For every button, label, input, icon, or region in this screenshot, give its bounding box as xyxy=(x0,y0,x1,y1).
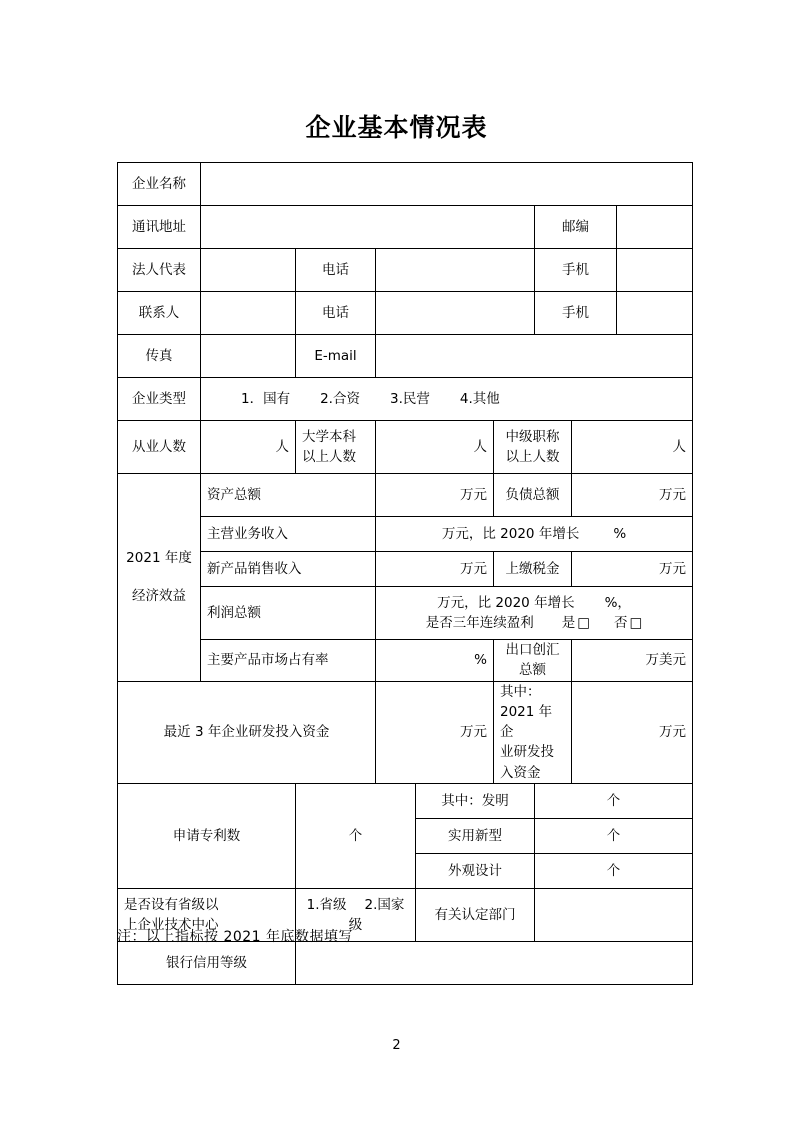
main-revenue-value[interactable] xyxy=(376,517,693,552)
profit-yes-label: 是 xyxy=(561,615,576,631)
bachelor-count-unit[interactable]: 人 xyxy=(376,421,494,474)
bank-credit-rating-value[interactable] xyxy=(296,941,693,984)
contact-phone-label: 电话 xyxy=(296,292,376,335)
legal-rep-label: 法人代表 xyxy=(118,249,201,292)
company-type-option-4[interactable]: 4.其他 xyxy=(459,390,500,407)
legal-rep-value[interactable] xyxy=(201,249,296,292)
company-type-option-2[interactable]: 2.合资 xyxy=(320,390,360,407)
fax-value[interactable] xyxy=(201,335,296,378)
bachelor-count-label-line2: 以上人数 xyxy=(302,449,356,465)
profit-growth-text: 万元，比 2020 年增长 xyxy=(437,594,575,611)
table-row xyxy=(118,552,693,587)
address-value[interactable] xyxy=(201,206,535,249)
table-row xyxy=(118,163,693,206)
table-row xyxy=(118,206,693,249)
table-row xyxy=(118,292,693,335)
rd-three-year-label: 最近 3 年企业研发投入资金 xyxy=(118,681,376,783)
table-row xyxy=(118,517,693,552)
page-number: 2 xyxy=(392,1038,401,1053)
patent-design-unit[interactable]: 个 xyxy=(535,853,693,888)
profit-value[interactable] xyxy=(376,587,693,640)
tech-center-option-2[interactable]: 2.国家级 xyxy=(348,896,405,933)
bachelor-count-label-line1: 大学本科 xyxy=(302,428,356,445)
legal-rep-mobile-value[interactable] xyxy=(617,249,693,292)
rd-three-year-unit[interactable]: 万元 xyxy=(376,681,494,783)
patent-application-label: 申请专利数 xyxy=(118,783,296,888)
employees-unit[interactable]: 人 xyxy=(201,421,296,474)
company-name-value[interactable] xyxy=(201,163,693,206)
patent-invention-unit[interactable]: 个 xyxy=(535,783,693,818)
total-liabilities-unit[interactable]: 万元 xyxy=(572,474,693,517)
certification-dept-value[interactable] xyxy=(535,888,693,941)
profit-three-year-line xyxy=(382,613,686,633)
company-type-label: 企业类型 xyxy=(118,378,201,421)
address-label: 通讯地址 xyxy=(118,206,201,249)
new-product-revenue-label: 新产品销售收入 xyxy=(201,552,376,587)
employees-label: 从业人数 xyxy=(118,421,201,474)
export-earnings-label: 出口创汇总额 xyxy=(494,640,572,682)
contact-phone-value[interactable] xyxy=(376,292,535,335)
total-liabilities-label: 负债总额 xyxy=(494,474,572,517)
economic-benefit-label xyxy=(118,474,201,682)
mid-title-count-unit[interactable]: 人 xyxy=(572,421,693,474)
company-name-label: 企业名称 xyxy=(118,163,201,206)
profit-three-year-question: 是否三年连续盈利 xyxy=(425,615,534,631)
form-note: 注：以上指标按 2021 年底数据填写 xyxy=(117,929,354,945)
profit-yes-checkbox[interactable]: □ xyxy=(577,615,591,631)
new-product-revenue-unit[interactable]: 万元 xyxy=(376,552,494,587)
email-label: E-mail xyxy=(296,335,376,378)
tax-paid-unit[interactable]: 万元 xyxy=(572,552,693,587)
company-type-options[interactable] xyxy=(201,378,693,421)
profit-label: 利润总额 xyxy=(201,587,376,640)
legal-rep-phone-value[interactable] xyxy=(376,249,535,292)
table-row xyxy=(118,474,693,517)
rd-2021-unit[interactable]: 万元 xyxy=(572,681,693,783)
table-row xyxy=(118,378,693,421)
fax-label: 传真 xyxy=(118,335,201,378)
main-revenue-growth-text: 万元，比 2020 年增长 xyxy=(441,525,580,542)
tech-center-label-line1: 是否设有省级以 xyxy=(124,896,219,913)
economic-benefit-label-line1: 2021 年度 xyxy=(126,550,192,566)
export-earnings-unit[interactable]: 万美元 xyxy=(572,640,693,682)
total-assets-label: 资产总额 xyxy=(201,474,376,517)
main-revenue-growth-unit: % xyxy=(613,525,627,542)
bachelor-count-label xyxy=(296,421,376,474)
total-assets-unit[interactable]: 万元 xyxy=(376,474,494,517)
table-row xyxy=(118,783,693,818)
tech-center-label-line2: 上企业技术中心 xyxy=(124,916,219,933)
patent-utility-label: 实用新型 xyxy=(416,818,535,853)
profit-no-label: 否 xyxy=(614,615,628,631)
economic-benefit-label-line2: 经济效益 xyxy=(132,588,186,605)
table-row xyxy=(118,681,693,783)
table-row xyxy=(118,941,693,984)
page-title: 企业基本情况表 xyxy=(305,113,488,142)
mid-title-count-label: 中级职称以上人数 xyxy=(494,421,572,474)
market-share-label: 主要产品市场占有率 xyxy=(201,640,376,682)
company-type-option-1[interactable]: 1．国有 xyxy=(241,390,291,407)
rd-2021-label xyxy=(494,681,572,783)
rd-2021-label-line1: 其中：2021 年企 xyxy=(500,683,553,740)
legal-rep-mobile-label: 手机 xyxy=(535,249,617,292)
profit-growth-line xyxy=(382,593,686,613)
main-revenue-label: 主营业务收入 xyxy=(201,517,376,552)
patent-design-label: 外观设计 xyxy=(416,853,535,888)
patent-application-unit[interactable]: 个 xyxy=(296,783,416,888)
bank-credit-rating-label: 银行信用等级 xyxy=(118,941,296,984)
patent-invention-label: 其中：发明 xyxy=(416,783,535,818)
profit-growth-unit: %， xyxy=(604,594,631,611)
email-value[interactable] xyxy=(376,335,693,378)
table-row xyxy=(118,640,693,682)
contact-label: 联系人 xyxy=(118,292,201,335)
contact-mobile-label: 手机 xyxy=(535,292,617,335)
market-share-unit[interactable]: % xyxy=(376,640,494,682)
rd-2021-label-line2: 业研发投入资金 xyxy=(500,744,554,781)
profit-no-checkbox[interactable]: □ xyxy=(629,615,643,631)
tech-center-option-1[interactable]: 1.省级 xyxy=(306,896,347,913)
enterprise-info-table xyxy=(117,162,693,985)
legal-rep-phone-label: 电话 xyxy=(296,249,376,292)
table-row xyxy=(118,249,693,292)
certification-dept-label: 有关认定部门 xyxy=(416,888,535,941)
contact-mobile-value[interactable] xyxy=(617,292,693,335)
postcode-value[interactable] xyxy=(617,206,693,249)
patent-utility-unit[interactable]: 个 xyxy=(535,818,693,853)
tax-paid-label: 上缴税金 xyxy=(494,552,572,587)
table-row xyxy=(118,587,693,640)
table-row xyxy=(118,421,693,474)
table-row xyxy=(118,335,693,378)
contact-value[interactable] xyxy=(201,292,296,335)
company-type-option-3[interactable]: 3.民营 xyxy=(389,390,430,407)
postcode-label: 邮编 xyxy=(535,206,617,249)
